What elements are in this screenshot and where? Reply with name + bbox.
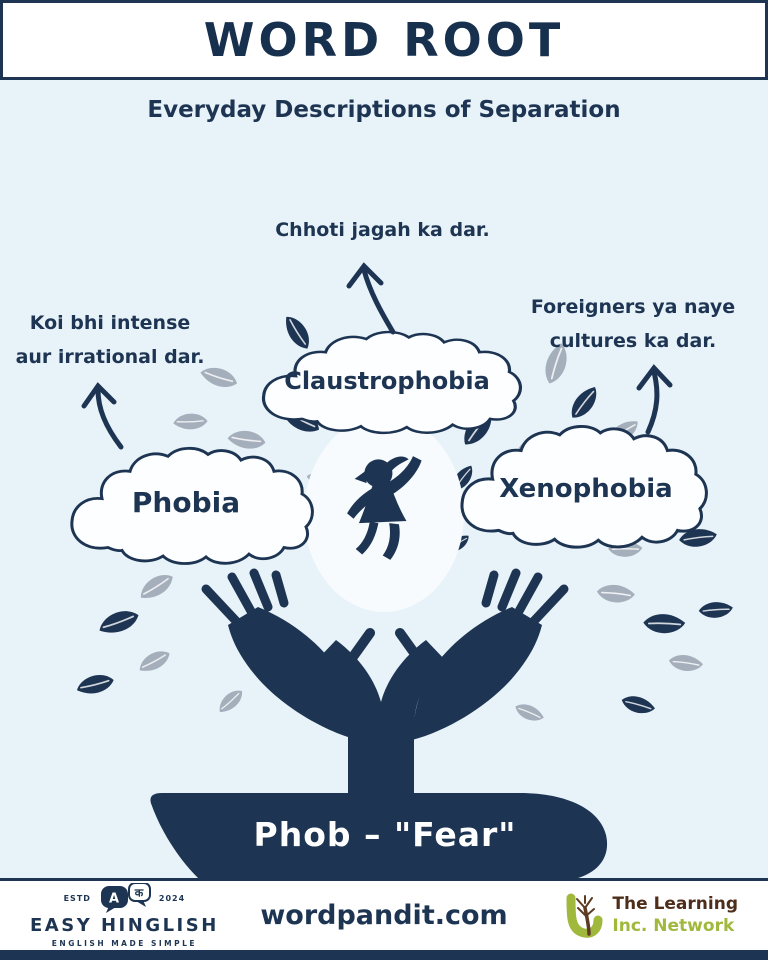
page-title: WORD ROOT	[203, 13, 565, 67]
arrow-icon-phobia	[84, 386, 121, 447]
brand-year: 2024	[158, 894, 186, 903]
arrow-icon-claustrophobia	[349, 266, 393, 332]
brand-estd: ESTD	[63, 894, 91, 903]
brand-name: EASY HINGLISH	[30, 915, 219, 936]
cloud-label-xenophobia: Xenophobia	[499, 474, 673, 504]
description-line: Chhoti jagah ka dar.	[275, 219, 490, 241]
svg-text:A: A	[108, 891, 120, 907]
description-claustrophobia	[240, 218, 525, 243]
description-line: cultures ka dar.	[549, 330, 717, 353]
description-line: Foreigners ya naye	[530, 296, 736, 318]
speech-bubbles-icon	[98, 883, 152, 914]
subtitle: Everyday Descriptions of Separation	[147, 97, 621, 123]
cloud-label-phobia: Phobia	[131, 486, 241, 519]
u-tree-icon	[564, 892, 604, 940]
root-meaning-label: Phob – "Fear"	[253, 815, 517, 854]
easy-hinglish-logo	[30, 883, 219, 948]
svg-text:क: क	[134, 886, 145, 900]
cloud-label-claustrophobia: Claustrophobia	[284, 367, 490, 395]
description-line: aur irrational dar.	[15, 346, 205, 369]
description-line: Koi bhi intense	[29, 312, 191, 334]
bottom-border	[0, 950, 768, 960]
arrow-icon-xenophobia	[639, 368, 670, 432]
partner-name-line1: The Learning	[612, 894, 738, 915]
website-text: wordpandit.com	[260, 900, 508, 931]
footer-bar	[0, 878, 768, 950]
header-banner	[0, 0, 768, 80]
partner-name-line2: Inc. Network	[612, 915, 735, 936]
brand-tagline: ENGLISH MADE SIMPLE	[51, 939, 197, 948]
description-phobia	[0, 306, 226, 374]
description-xenophobia	[504, 290, 762, 358]
learning-network-logo	[564, 892, 738, 940]
